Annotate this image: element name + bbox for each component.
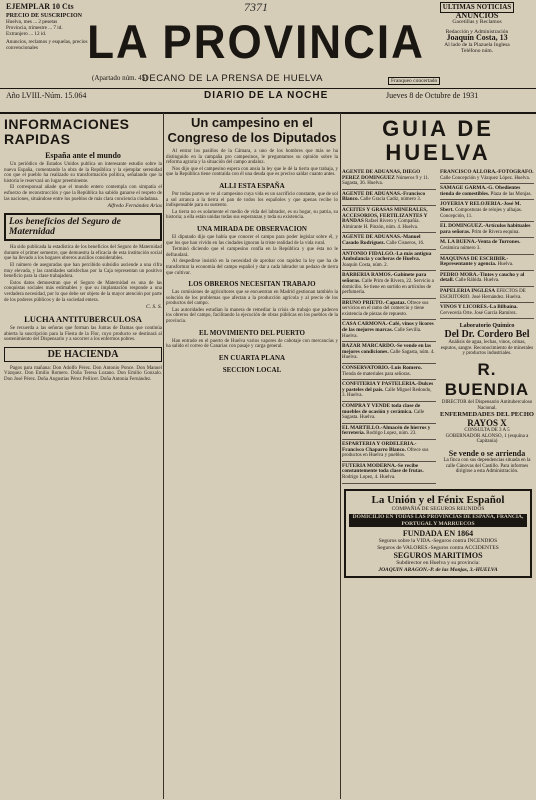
- guide-entry: [342, 365, 436, 380]
- insurance-founded: FUNDADA EN 1864: [402, 529, 474, 539]
- tagline: DECANO DE LA PRENSA DE HUELVA: [142, 73, 323, 84]
- subheading: SECCION LOCAL: [222, 365, 282, 374]
- insurance-line: Seguros de VALORES.-Seguros contra ACCIDENTES: [377, 544, 499, 551]
- guide-listings: [342, 169, 534, 485]
- guide-entry: [342, 272, 436, 298]
- rayos-x: RAYOS X: [467, 418, 507, 429]
- guide-entry-heading: M. LA BUENA.-Venta de Turrones.: [440, 239, 521, 246]
- article-signature: Alfredo Fernández Arias: [107, 203, 162, 210]
- guide-entry-text: Calle Sagasta, núm. 4. Huelva.: [342, 349, 435, 361]
- paragraph: El corresponsal añade que el mundo entero contempla con simpatía el esfuerzo de reconstrucción y que la República ha sabido ganarse el respeto de las naciones, situándose entre los pueblos de más clara conciencia ciudadana.: [4, 185, 162, 202]
- doctor-name: R. BUENDIA: [444, 360, 530, 400]
- guide-entry: [440, 239, 534, 254]
- boxed-headline: Los beneficios del Seguro de Maternidad: [4, 213, 162, 241]
- guide-entry: [342, 191, 436, 206]
- paragraph: Al despedirse insistió en la necesidad de aprobar con rapidez la ley que ha de transformar la economía del campo español y dar a cada labrador un pedazo de tierra que cultivar.: [166, 259, 338, 276]
- guide-entry-heading: PEDRO MORA.-Tintes y caucho y al detall.: [440, 271, 525, 284]
- insurance-agent: JOAQUIN ARAGON.-P. de las Monjas, 3.-HUELVA: [378, 566, 498, 573]
- guide-entry: [342, 300, 436, 321]
- guide-entry: [440, 304, 534, 319]
- subscription-title: PRECIO DE SUSCRIPCION: [6, 13, 83, 19]
- subheading: LOS OBREROS NECESITAN TRABAJO: [188, 280, 316, 289]
- ads-info-box: [422, 2, 532, 55]
- guide-entry-text: Cerámica número 3.: [440, 245, 481, 251]
- paragraph: Estos datos demuestran que el Seguro de Maternidad es una de las conquistas sociales más estimables y que su implantación responde a una verdadera necesidad, por lo que debe ser objeto de la mayor atención por parte de los poderes públicos y de la sociedad entera.: [4, 280, 162, 303]
- subheading: UNA MIRADA DE OBSERVACION: [197, 224, 307, 233]
- phone-label: Teléfono núm.: [461, 48, 493, 54]
- guide-entry-text: Calle Concepción y Vázquez López. Huelva.: [440, 175, 531, 181]
- guide-entry: [440, 256, 534, 271]
- guide-entry: [440, 185, 534, 200]
- lab-description: Análisis de agua, lechas, vinos, orinas, esputos, sangre. Reconocimiento de minerales y productos industriales.: [440, 340, 534, 357]
- article-heading: LUCHA ANTITUBERCULOSA: [24, 314, 142, 325]
- article-body: [166, 235, 338, 276]
- guide-entry: [440, 169, 534, 184]
- guide-entry-text: Calle Gracia Cadiz, número 3.: [360, 197, 421, 203]
- address-note: Al lado de la Plazuela Inglesa: [444, 41, 510, 48]
- guide-entry: [440, 201, 534, 222]
- guide-entry: [342, 441, 436, 462]
- redaccion-label: Redacción y Administración: [445, 28, 509, 35]
- subheading: ALLI ESTA ESPAÑA: [219, 181, 285, 190]
- guide-entry-heading: VINOS Y LICORES.-La Bilbaína.: [440, 304, 518, 311]
- diario-label: DIARIO DE LA NOCHE: [204, 90, 329, 101]
- guide-entry-text: Prim de Rivera esquina.: [471, 229, 520, 235]
- paragraph: Un periódico de Estados Unidos publica un interesante estudio sobre la nueva España, comentando la obra de la República y la ejemplar serenidad con que el pueblo ha realizado su transformación política, señalando que la historia le reservará un lugar preeminente.: [4, 162, 162, 184]
- column-divider: [340, 113, 341, 799]
- guide-entry-heading: ANTONIO FIDALGO.-La más antigua Ambulancia y cocheras de Huelva.: [342, 250, 432, 263]
- paragraph: Han entrado en el puerto de Huelva varios vapores de cabotaje con mercancías y ha salido el correo de Canarias con pasaje y carga general.: [166, 338, 338, 350]
- doctor-title: DIRECTOR del Dispensario Antituberculoso Nacional.: [441, 400, 533, 411]
- guide-entry-heading: BARBERIA RAMOS.-Gabinete para señoras.: [342, 272, 427, 284]
- article-body: [4, 245, 162, 303]
- article-body: [4, 162, 162, 202]
- paragraph: Pagos para mañana: Don Adolfo Pérez. Don Antonio Ponce. Don Manuel Vázquez. Don Emilio Romero. Doña Teresa Lozano. Don Emilio Gonzalo. Don José Pérez. Doña Angustias Pérez Pellicer. Doña Antonia Fernández.: [4, 365, 162, 383]
- article-body: [4, 326, 162, 343]
- paragraph: La tierra no es solamente el medio de vida del labrador, es su hogar, su patria, su historia; a ella están unidas todas sus esperanzas y toda su existencia.: [166, 209, 338, 221]
- guide-column-left: [342, 169, 436, 485]
- apartado: (Apartado núm. 45): [92, 74, 148, 82]
- guide-entry-heading: PAPELERIA INGLESA: [440, 287, 496, 294]
- guide-entry-text: Rodrigo Lopez, 4. Huelva.: [342, 474, 396, 480]
- issue-date: Jueves 8 de Octubre de 1931: [386, 91, 479, 100]
- subheading: EN CUARTA PLANA: [218, 353, 286, 362]
- guide-entry-heading: JOYERIA Y RELOJERIA.-José M. Sbert.: [440, 201, 521, 213]
- column-divider: [163, 113, 164, 799]
- specialty: ENFERMEDADES DEL PECHO: [440, 411, 534, 419]
- guide-entry: [342, 425, 436, 440]
- insurance-line: Seguros sobre la VIDA.-Seguros contra INCENDIOS: [378, 538, 498, 545]
- article-body: [4, 366, 162, 383]
- guide-entry-text: Números 9 y 11. Sagasta, 36. Huelva.: [342, 175, 430, 187]
- guide-entry-text: Calle Sevilla. Huelva.: [342, 328, 422, 339]
- guide-entry: [342, 169, 436, 190]
- paragraph: El número de aseguradas que han percibido subsidio asciende a una cifra muy elevada, y las cantidades satisfechas por la Caja representan un positivo beneficio para la clase trabajadora.: [4, 262, 162, 280]
- guide-entry-text: Rodrigo Lopez, núm. 23.: [366, 431, 417, 437]
- guide-entry-heading: AGENTE DE ADUANAS.-Francisco Blanco.: [342, 190, 426, 203]
- subscription-row: Provincia, trimestre ... 7 id.: [6, 25, 63, 31]
- guide-entry-text: Calle Rábida. Huelva.: [455, 278, 500, 284]
- guide-entry-text: Joaquín Costa, núm. 2.: [342, 262, 388, 268]
- guide-entry-text: Huelva.: [497, 262, 514, 268]
- guide-entry: [440, 288, 534, 303]
- newspaper-title: LA PROVINCIA: [87, 16, 425, 69]
- article-heading: España ante el mundo: [45, 151, 121, 160]
- insurance-maritime: SEGUROS MARITIMOS: [393, 551, 483, 561]
- guide-entry-heading: BRUNO PRIETO.-Capataz.: [342, 299, 406, 306]
- paragraph: Se recuerda a las señoras que forman las Juntas de Damas que continúa abierta la suscripción para la Fiesta de la Flor, cuyo producto se destinará al sostenimiento del Dispensario y a socorrer a los enfermos pobres.: [4, 326, 162, 343]
- guide-column-right: [440, 169, 534, 485]
- masthead: [0, 0, 536, 114]
- lab-doctor: Del Dr. Cordero Bel: [444, 329, 530, 341]
- for-sale-text: La finca con sus dependencias situada en la calle Cánovas del Castillo. Para informes dirigirse a esta Administración.: [443, 458, 531, 475]
- for-sale-title: Se vende o se arrienda: [448, 449, 526, 459]
- guide-entry: [342, 343, 436, 364]
- franqueo-badge: Franqueo concertado: [388, 77, 440, 85]
- guide-entry-heading: ACEITES Y GRASAS MINERALES, ACCESORIOS, FERTILIZANTES Y BANDAS: [342, 206, 428, 225]
- paragraph: Ha sido publicada la estadística de los beneficios del Seguro de Maternidad durante el primer semestre, que demuestra la eficacia de esta institución social que ha llevado a los hogares obreros auxilios considerables.: [4, 245, 162, 262]
- main-headline: Un campesino en el Congreso de los Diputados: [167, 115, 337, 145]
- guide-entry-heading: CONSERVATORIO.-Luis Romero.: [342, 365, 422, 372]
- guide-entry-text: Calle Sagasta. Huelva.: [342, 409, 425, 421]
- doctor-address: GOBERNADOR ALONSO, 1 (esquina a Capitanía): [445, 433, 529, 445]
- guide-entry-heading: CASA CARMONA.-Café, vinos y licores de las mejores marcas.: [342, 321, 434, 334]
- insurance-company: La Unión y el Fénix Español: [371, 493, 505, 506]
- insurance-sub: COMPAÑIA DE SEGUROS REUNIDOS: [391, 505, 485, 512]
- article-body: [166, 192, 338, 221]
- paragraph: Nos dijo que el campesino espera con ansia la ley que le dé la tierra que trabaja, y que la República tiene contraída con él una deuda que es preciso saldar cuanto antes.: [166, 166, 338, 178]
- anuncios-label: ANUNCIOS: [455, 10, 499, 20]
- insurance-ad: [344, 489, 532, 579]
- paragraph: Las autoridades estudian la manera de remediar la crisis de trabajo que padecen los obreros del campo, facilitando la ejecución de obras públicas en los pueblos de la provincia.: [166, 307, 338, 325]
- guide-entry-heading: AGENTE DE ADUANAS, DIEGO PEREZ DOMINGUEZ: [342, 169, 421, 181]
- paragraph: Las comisiones de agricultores que se encuentran en Madrid gestionan también la solución de los problemas que afectan a la producción agrícola y al precio de los productos del campo.: [166, 290, 338, 307]
- guide-entry-heading: BAZAR MARCARDO.-Se vende en las mejores condiciones.: [342, 343, 432, 355]
- paragraph: Terminó diciendo que el campesino confía en la República y que ésta no le defraudará.: [166, 247, 338, 258]
- paragraph: El diputado dijo que había que conocer el campo para poder legislar sobre él, y que los que han vivido en las ciudades ignoran la triste realidad de la vida rural.: [166, 234, 338, 246]
- section-title: INFORMACIONES RAPIDAS: [4, 116, 130, 147]
- guide-entry-text: Composturas de relojes y alhajas. Concepción, 11.: [440, 207, 523, 219]
- consulta-hours: CONSULTA DE 3 A 5: [464, 428, 510, 434]
- subscription-note: Anuncios, reclamos y esquelas, precios convencionales: [6, 39, 88, 51]
- insurance-line: Subdirector en Huelva y su provincia:: [396, 560, 480, 567]
- guide-entry-heading: COMPRA Y VENDE toda clase de muebles de ocasión y cerámica.: [342, 403, 421, 415]
- guide-entry-heading: CONFITERIA Y PASTELERIA.-Dulces y pasteles del país.: [342, 381, 434, 393]
- guide-entry-heading: FRANCISCO ALLORA.-FOTOGRAFO.: [440, 169, 534, 175]
- boxed-heading: DE HACIENDA: [4, 347, 162, 362]
- guide-entry-text: Calle Cisneros, 16.: [386, 240, 425, 246]
- guide-entry-heading: AGENTE DE ADUANAS.-Manuel Casado Rodríguez.: [342, 234, 421, 246]
- guide-entry-text: Rafael Rivero y Compañía. Almirante H. Pinzón, núm. 4. Huelva.: [342, 219, 420, 230]
- lab-title: Laboratorio Químico: [459, 323, 515, 330]
- article-body: [166, 339, 338, 350]
- guide-entry-text: Calle Miguel Redondo, 3. Huelva.: [342, 387, 432, 399]
- guide-entry-text: Ofrece sus servicios en el ramo del comercio y tiene existencia de piezas de repuesto.: [342, 300, 429, 317]
- column-left: [4, 113, 162, 799]
- column-right: [342, 113, 534, 799]
- guide-entry-heading: FUTERIA MODERNA.-Se recibe constantemente toda clase de frutas.: [342, 462, 424, 475]
- address: Joaquín Costa, 13: [446, 33, 508, 42]
- article-body: [166, 290, 338, 325]
- guide-entry: [342, 463, 436, 484]
- subscription-row: Extranjero ... 12 id.: [6, 31, 47, 37]
- guide-entry-text: EFECTOS DE ESCRITORIO. José Hernández. Huelva.: [440, 288, 526, 300]
- column-center: [166, 113, 338, 799]
- guide-entry: [342, 381, 436, 402]
- guide-entry-text: Plaza de las Monjas.: [490, 191, 532, 197]
- article-body: [166, 149, 338, 178]
- guide-entry: [342, 234, 436, 249]
- article-signature: C. S. S.: [145, 304, 162, 311]
- dateline-bar: [0, 88, 536, 105]
- guide-entry: [440, 272, 534, 287]
- guide-entry: [342, 251, 436, 272]
- guide-entry-heading: EL MARTILLO.-Almacén de hierros y ferretería.: [342, 424, 431, 437]
- anuncios-sub: Gacetillas y Reclamos: [452, 19, 502, 25]
- guide-entry: [342, 207, 436, 233]
- subscription-box: [6, 2, 96, 51]
- guide-entry-text: Calle Prim de Rivera, 22. Servicio a domicilio. Se tiene en surtido en artículos de perfumería.: [342, 278, 434, 296]
- issue-price: EJEMPLAR 10 Cts: [6, 2, 74, 11]
- guide-entry-heading: EL DOMINGUEZ.-Artículos habituales para señoras.: [440, 223, 531, 235]
- paragraph: Por todas partes se ve al campesino cuya vida es un sacrificio constante, que de sol a sol arranca a la tierra el pan de todos los españoles y que apenas recibe lo indispensable para su sustento.: [166, 191, 338, 209]
- guide-title: GUIA DE HUELVA: [382, 116, 494, 165]
- issue-number: Año LVIII.-Núm. 15.064: [6, 91, 87, 100]
- guide-entry-text: Ofrece sus productos en Huelva y pueblos.: [342, 447, 429, 459]
- archive-stamp: 7371: [244, 0, 268, 14]
- ultimas-noticias-badge: ULTIMAS NOTICIAS: [440, 2, 514, 13]
- guide-entry-text: Cervecería Orte. José García Ramírez.: [440, 310, 517, 316]
- guide-entry: [440, 223, 534, 238]
- guide-entry-text: Tienda de materiales para señoras.: [342, 371, 411, 377]
- guide-entry-heading: SAMAGE GARMA.-G. Obedientes tienda de comestibles.: [440, 185, 521, 197]
- guide-entry-heading: ESPARTERIA Y ORDELERIA.-Francisco Chaparro Blanco.: [342, 440, 417, 453]
- guide-entry: [342, 403, 436, 424]
- insurance-domicile: DOMICILIO EN TODAS LAS PROVINCIAS DE ESPAÑA, FRANCIA, PORTUGAL Y MARRUECOS: [349, 514, 527, 527]
- guide-entry-heading: MAQUINAS DE ESCRIBIR.-Representante y agencia.: [440, 255, 509, 268]
- subheading: EL MOVIMIENTO DEL PUERTO: [199, 328, 305, 337]
- lab-ad: [440, 323, 534, 357]
- paragraph: Al entrar los pasillos de la Cámara, a uno de los hombres que más se ha distinguido en la campaña pro campesinos, le preguntamos su opinión sobre la reforma agraria y la situación del campo andaluz.: [166, 149, 338, 166]
- guide-entry: [342, 321, 436, 342]
- subscription-row: Huelva, mes ... 2 pesetas: [6, 19, 58, 25]
